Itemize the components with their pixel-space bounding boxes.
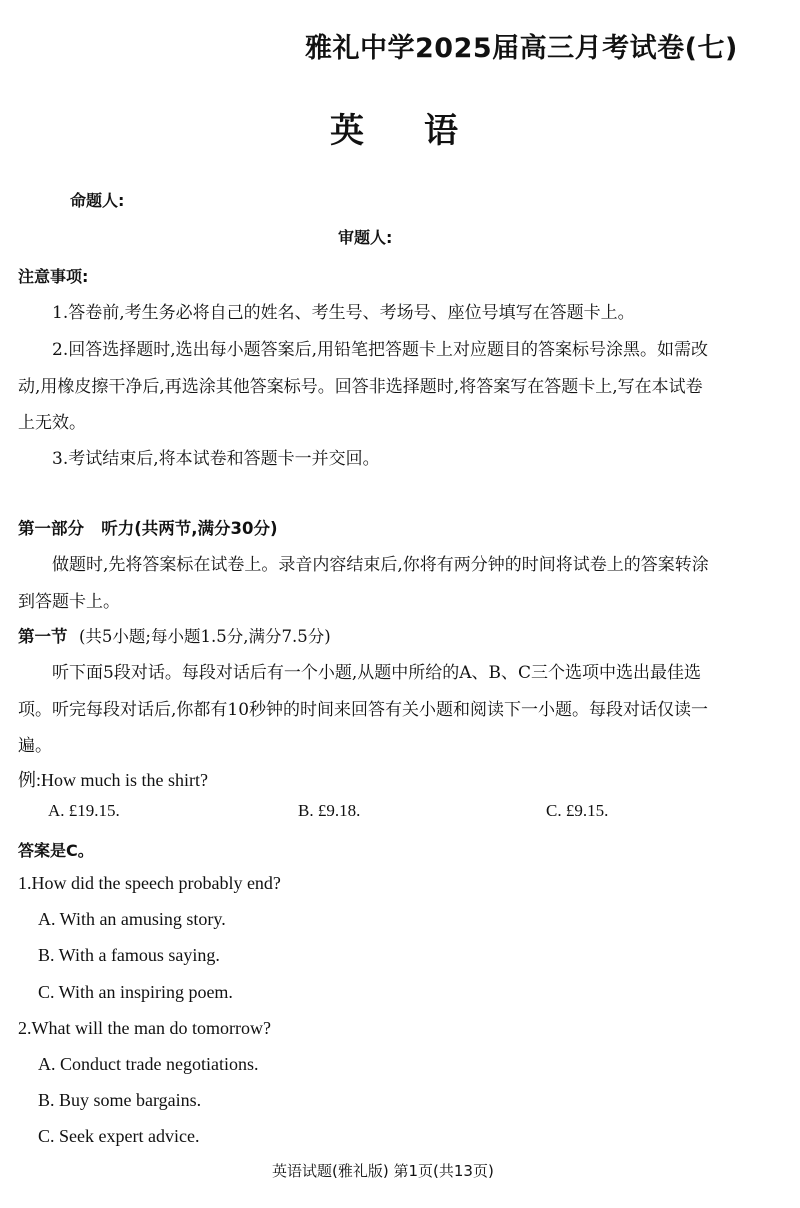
section1-title: 第一节	[18, 627, 68, 646]
section1-intro-line: 遍。	[18, 736, 52, 756]
notice-line: 1.答卷前,考生务必将自己的姓名、考生号、考场号、座位号填写在答题卡上。	[52, 303, 635, 323]
question-1-option-b: B. With a famous saying.	[38, 945, 220, 965]
example-answer: 答案是C。	[18, 841, 94, 860]
reviewer-label: 审题人:	[338, 228, 393, 247]
exam-title: 雅礼中学2025届高三月考试卷(七)	[305, 33, 738, 64]
question-2-option-c: C. Seek expert advice.	[38, 1126, 200, 1146]
author-label: 命题人:	[70, 191, 125, 210]
example-option-a: A. £19.15.	[48, 801, 120, 820]
subject-title: 英语	[330, 111, 518, 151]
section1-intro-line: 听下面5段对话。每段对话后有一个小题,从题中所给的A、B、C三个选项中选出最佳选	[52, 663, 701, 683]
section1-intro-line: 项。听完每段对话后,你都有10秒钟的时间来回答有关小题和阅读下一小题。每段对话仅读一	[18, 700, 709, 720]
question-1-option-c: C. With an inspiring poem.	[38, 982, 233, 1002]
example-question: 例:How much is the shirt?	[18, 770, 208, 790]
notice-line: 动,用橡皮擦干净后,再选涂其他答案标号。回答非选择题时,将答案写在答题卡上,写在本试卷	[18, 377, 703, 397]
example-option-b: B. £9.18.	[298, 801, 361, 820]
part1-intro-line: 到答题卡上。	[18, 592, 120, 612]
part1-title: 第一部分	[18, 519, 84, 538]
question-2-option-a: A. Conduct trade negotiations.	[38, 1054, 259, 1074]
example-option-c: C. £9.15.	[546, 801, 609, 820]
notice-line: 上无效。	[18, 413, 86, 433]
question-1: 1.How did the speech probably end?	[18, 873, 281, 893]
notice-title: 注意事项:	[18, 267, 89, 286]
page-footer: 英语试题(雅礼版) 第1页(共13页)	[272, 1162, 494, 1180]
notice-line: 3.考试结束后,将本试卷和答题卡一并交回。	[52, 449, 380, 469]
part1-subtitle: 听力(共两节,满分30分)	[101, 519, 278, 538]
question-2: 2.What will the man do tomorrow?	[18, 1018, 271, 1038]
part1-heading	[18, 515, 278, 539]
question-1-option-a: A. With an amusing story.	[38, 909, 226, 929]
section1-heading	[18, 623, 331, 647]
question-2-option-b: B. Buy some bargains.	[38, 1090, 202, 1110]
notice-line: 2.回答选择题时,选出每小题答案后,用铅笔把答题卡上对应题目的答案标号涂黑。如需改	[52, 340, 709, 360]
section1-subtitle: (共5小题;每小题1.5分,满分7.5分)	[79, 627, 331, 646]
part1-intro-line: 做题时,先将答案标在试卷上。录音内容结束后,你将有两分钟的时间将试卷上的答案转涂	[52, 555, 709, 575]
